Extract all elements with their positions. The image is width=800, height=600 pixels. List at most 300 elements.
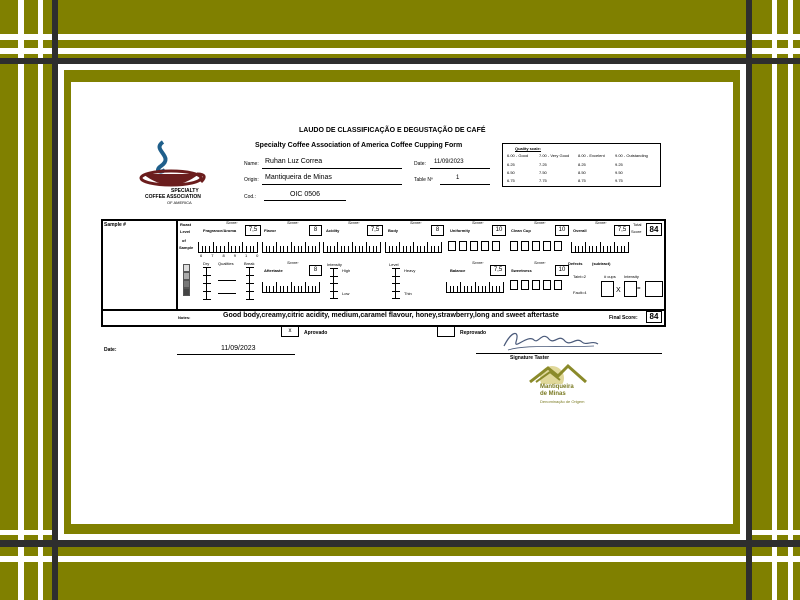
origin-underline — [262, 184, 402, 185]
tick-label: 8 — [222, 253, 234, 258]
scale-tick — [369, 246, 370, 252]
scale-tick — [198, 242, 199, 252]
scale-tick — [617, 246, 618, 252]
scale-tick — [503, 282, 504, 292]
scale-tick — [216, 246, 217, 252]
quality-scale-cell: 7.25 — [539, 162, 547, 167]
form-notes-divider — [101, 309, 664, 311]
scale-tick — [202, 246, 203, 252]
vscale-tick — [392, 276, 400, 277]
scale-tick — [589, 246, 590, 252]
scale-tick — [291, 242, 292, 252]
mantiqueira-line1: Mantiqueira — [540, 384, 574, 390]
acidity-scale — [323, 238, 381, 253]
scale-tick — [464, 286, 465, 292]
vscale-tick — [246, 283, 254, 284]
scale-tick — [283, 286, 284, 292]
cup-checkbox[interactable] — [510, 241, 518, 251]
total-label: Total — [633, 222, 642, 227]
vscale-tick — [392, 268, 400, 269]
scale-tick — [298, 286, 299, 292]
quality-scale-cell: 6.50 — [507, 170, 515, 175]
cup-checkbox[interactable] — [532, 280, 540, 290]
scale-tick — [294, 246, 295, 252]
cup-checkbox[interactable] — [543, 280, 551, 290]
scale-tick — [385, 242, 386, 252]
cup-checkbox[interactable] — [532, 241, 540, 251]
quality-scale-cell: 9.50 — [615, 170, 623, 175]
qualities-label: Qualities — [218, 261, 234, 266]
quality-scale-cell: 6.25 — [507, 162, 515, 167]
scale-tick — [489, 282, 490, 292]
report-title: LAUDO DE CLASSIFICAÇÃO E DEGUSTAÇÃO DE CAFÉ — [299, 127, 486, 134]
cod-value[interactable]: OIC 0506 — [290, 191, 320, 198]
acidity-score[interactable]: 7,5 — [367, 225, 383, 236]
scale-tick — [276, 282, 277, 292]
quality-scale-cell: 8.00 - Excelent — [578, 153, 605, 158]
date-label: Date: — [414, 161, 426, 167]
scale-tick — [273, 246, 274, 252]
scale-tick — [492, 286, 493, 292]
aftertaste-label: Aftertaste — [264, 268, 283, 273]
body-level-label: Level — [389, 262, 399, 267]
scale-tick — [308, 246, 309, 252]
scale-tick — [262, 242, 263, 252]
date-underline — [430, 168, 490, 169]
footer-date-underline — [177, 354, 295, 355]
fragrance-score[interactable]: 7,5 — [245, 225, 261, 236]
scale-tick — [596, 246, 597, 252]
scale-tick — [496, 286, 497, 292]
scale-tick — [460, 282, 461, 292]
scale-tick — [269, 286, 270, 292]
taint-label: Taint=2 — [573, 274, 587, 279]
scale-tick — [410, 246, 411, 252]
break-label: Break — [244, 261, 255, 266]
scale-tick — [348, 246, 349, 252]
break-vertical-scale — [249, 267, 250, 299]
scale-tick — [276, 242, 277, 252]
scale-tick — [380, 242, 381, 252]
scale-tick — [337, 242, 338, 252]
score-label: Score: — [472, 220, 484, 225]
quality-scale-title: Quality scale: — [515, 146, 542, 151]
vscale-tick — [203, 299, 211, 300]
vscale-tick — [330, 268, 338, 269]
acidity-high-label: High — [342, 268, 351, 273]
scale-tick — [376, 246, 377, 252]
roast-label: of — [182, 238, 186, 243]
scale-tick — [330, 246, 331, 252]
roast-label: Roast — [180, 222, 192, 227]
scale-tick — [352, 242, 353, 252]
scale-tick — [571, 242, 572, 252]
balance-score[interactable]: 7,5 — [490, 265, 506, 276]
aftertaste-scale — [262, 278, 320, 293]
scale-tick — [213, 242, 214, 252]
table-label: Table Nº — [414, 177, 433, 183]
scale-tick — [235, 246, 236, 252]
vscale-tick — [330, 298, 338, 299]
origin-label: Origin: — [244, 177, 259, 183]
quality-scale-cell: 9.25 — [615, 162, 623, 167]
scale-tick — [621, 246, 622, 252]
scale-tick — [610, 246, 611, 252]
vscale-tick — [203, 291, 211, 292]
score-label: Score: — [534, 260, 546, 265]
defects-intensity-label: Intensity — [624, 274, 639, 279]
scale-tick — [228, 242, 229, 252]
scale-tick — [417, 246, 418, 252]
scale-tick — [457, 286, 458, 292]
scale-tick — [438, 246, 439, 252]
aprovado-checkbox[interactable]: x — [281, 326, 299, 337]
scale-tick — [628, 242, 629, 252]
cup-checkbox[interactable] — [543, 241, 551, 251]
body-thin-label: Thin — [404, 291, 412, 296]
quality-scale-cell: 8.50 — [578, 170, 586, 175]
quality-scale-cell: 6.75 — [507, 178, 515, 183]
balance-scale — [446, 278, 504, 293]
name-underline — [262, 168, 402, 169]
scale-tick — [450, 286, 451, 292]
fragrance-scale — [198, 238, 258, 253]
scale-tick — [420, 246, 421, 252]
notes-label: Notes: — [178, 315, 191, 320]
name-label: Name: — [244, 161, 259, 167]
acidity-intensity-scale — [333, 268, 334, 298]
scale-tick — [453, 286, 454, 292]
flavor-scale — [262, 238, 320, 253]
reprovado-label: Reprovado — [460, 330, 487, 336]
frame-dark-stripe — [746, 0, 752, 600]
form-divider — [176, 219, 178, 311]
quality-scale-cell: 8.75 — [578, 178, 586, 183]
scale-tick — [341, 246, 342, 252]
cup-checkbox[interactable] — [510, 280, 518, 290]
scale-tick — [291, 282, 292, 292]
aftertaste-score[interactable]: 8 — [309, 265, 322, 276]
scale-tick — [344, 246, 345, 252]
cup-checkbox[interactable] — [481, 241, 489, 251]
quality-scale-cell: 8.25 — [578, 162, 586, 167]
quality-scale-cell: 9.00 - Outstanding — [615, 153, 648, 158]
scale-tick — [266, 246, 267, 252]
frame-dark-stripe — [0, 540, 800, 547]
clean-cup-label: Clean Cup — [511, 228, 531, 233]
scale-tick — [262, 282, 263, 292]
scale-tick — [614, 242, 615, 252]
defects-result-input[interactable] — [645, 281, 663, 297]
vscale-tick — [246, 291, 254, 292]
scale-tick — [392, 246, 393, 252]
scale-tick — [312, 286, 313, 292]
roast-label: Sample — [179, 245, 194, 250]
body-score[interactable]: 8 — [431, 225, 444, 236]
body-scale — [385, 238, 442, 253]
body-heavy-label: Heavy — [404, 268, 416, 273]
vscale-tick — [392, 291, 400, 292]
scale-tick — [600, 242, 601, 252]
signature-image — [498, 326, 604, 354]
quality-scale-cell: 6.00 - Good — [507, 153, 529, 158]
frame-stripe — [0, 556, 800, 562]
score-label: Score: — [287, 260, 299, 265]
scale-tick — [478, 286, 479, 292]
scale-tick — [323, 242, 324, 252]
signature-line — [476, 353, 662, 354]
frame-stripe — [38, 0, 43, 600]
scale-tick — [315, 286, 316, 292]
score-label: Score: — [595, 220, 607, 225]
scale-tick — [305, 242, 306, 252]
frame-stripe — [772, 0, 777, 600]
scale-tick — [446, 282, 447, 292]
quality-scale-box — [502, 143, 661, 187]
mantiqueira-line2: de Minas — [540, 391, 566, 397]
score-label: Score: — [534, 220, 546, 225]
vscale-tick — [203, 283, 211, 284]
sweetness-score[interactable]: 10 — [555, 265, 569, 276]
sca-logo-line1: SPECIALTY — [171, 188, 199, 194]
vscale-tick — [246, 275, 254, 276]
scale-tick — [467, 286, 468, 292]
final-score-label: Final Score: — [609, 315, 638, 321]
cup-checkbox[interactable] — [459, 241, 467, 251]
cup-checkbox[interactable] — [521, 280, 529, 290]
scale-tick — [427, 242, 428, 252]
roast-label: Level — [180, 229, 191, 234]
overall-label: Overall — [573, 228, 587, 233]
scale-tick — [362, 246, 363, 252]
scale-tick — [287, 286, 288, 292]
scale-tick — [373, 246, 374, 252]
qualities-line — [218, 293, 236, 294]
scale-tick — [287, 246, 288, 252]
scale-ticks — [200, 253, 267, 258]
sca-logo-line2: COFFEE ASSOCIATION — [145, 194, 201, 200]
scale-tick — [283, 246, 284, 252]
tick-label: 10 — [244, 253, 268, 258]
scale-tick — [305, 282, 306, 292]
scale-tick — [266, 286, 267, 292]
defects-label: Defects — [568, 261, 583, 266]
scale-tick — [607, 246, 608, 252]
scale-tick — [482, 286, 483, 292]
scale-tick — [359, 246, 360, 252]
scale-tick — [242, 242, 243, 252]
fragrance-label: Fragrance/Aroma — [203, 228, 237, 233]
scale-tick — [431, 246, 432, 252]
scale-tick — [301, 286, 302, 292]
scale-tick — [585, 242, 586, 252]
scale-tick — [239, 246, 240, 252]
score-label: Score: — [287, 220, 299, 225]
coffee-cup-icon — [137, 140, 217, 190]
scale-tick — [413, 242, 414, 252]
scale-tick — [396, 246, 397, 252]
final-score-value[interactable]: 84 — [646, 311, 662, 323]
scale-tick — [575, 246, 576, 252]
scale-tick — [475, 282, 476, 292]
frame-stripe — [788, 0, 793, 600]
quality-scale-cell: 7.75 — [539, 178, 547, 183]
scale-tick — [471, 286, 472, 292]
scale-tick — [389, 246, 390, 252]
dry-label: Dry — [203, 261, 210, 266]
cod-underline — [264, 200, 346, 201]
quality-scale-cell: 9.75 — [615, 178, 623, 183]
cup-checkbox[interactable] — [492, 241, 500, 251]
cod-label: Cod.: — [244, 194, 256, 200]
defects-multiply: X — [616, 287, 621, 294]
scale-tick — [308, 286, 309, 292]
scale-tick — [224, 246, 225, 252]
quality-scale-cell: 7.00 - Very Good — [539, 153, 570, 158]
vscale-tick — [246, 267, 254, 268]
frame-stripe — [18, 0, 24, 600]
vscale-tick — [330, 291, 338, 292]
scale-tick — [312, 246, 313, 252]
scale-tick — [253, 246, 254, 252]
sca-logo-line3: OF AMERICA — [167, 200, 192, 205]
cup-checkbox[interactable] — [554, 241, 562, 251]
scale-tick — [319, 282, 320, 292]
flavor-score[interactable]: 8 — [309, 225, 322, 236]
signature-label: Signature Taster — [510, 355, 550, 361]
mantiqueira-logo — [528, 362, 590, 410]
cup-checkbox[interactable] — [554, 280, 562, 290]
acidity-label: Acidity — [326, 228, 340, 233]
sca-logo — [137, 140, 217, 206]
scale-tick — [441, 242, 442, 252]
flavor-label: Flavor — [264, 228, 277, 233]
table-underline — [440, 184, 490, 185]
scale-tick — [582, 246, 583, 252]
vscale-tick — [203, 267, 211, 268]
form-title: Specialty Coffee Association of America Coffee Cupping Form — [255, 142, 463, 149]
scale-tick — [273, 286, 274, 292]
vscale-tick — [330, 276, 338, 277]
clean-cup-score[interactable]: 10 — [555, 225, 569, 236]
scale-tick — [592, 246, 593, 252]
dry-vertical-scale — [206, 267, 207, 299]
scale-tick — [319, 242, 320, 252]
scale-tick — [220, 246, 221, 252]
total-score-value[interactable]: 84 — [646, 223, 662, 236]
scale-tick — [366, 242, 367, 252]
vscale-tick — [330, 283, 338, 284]
tick-label: 7 — [211, 253, 223, 258]
overall-scale — [571, 238, 629, 253]
acidity-low-label: Low — [342, 291, 350, 296]
vscale-tick — [246, 299, 254, 300]
vscale-tick — [392, 298, 400, 299]
cup-checkbox[interactable] — [470, 241, 478, 251]
defects-cups-label: # cups — [604, 274, 616, 279]
name-value[interactable]: Ruhan Luz Correa — [265, 158, 323, 165]
scale-tick — [327, 246, 328, 252]
scale-tick — [250, 246, 251, 252]
score-label: Score: — [472, 260, 484, 265]
body-label: Body — [388, 228, 398, 233]
score-label: Score: — [226, 220, 238, 225]
scale-tick — [603, 246, 604, 252]
table-value[interactable]: 1 — [456, 175, 460, 181]
defects-intensity-input[interactable] — [624, 281, 637, 297]
score-label: Score: — [410, 220, 422, 225]
uniformity-score[interactable]: 10 — [492, 225, 506, 236]
reprovado-checkbox[interactable] — [437, 326, 455, 337]
vscale-tick — [392, 283, 400, 284]
footer-date-label: Date: — [104, 347, 117, 353]
scale-tick — [205, 246, 206, 252]
quality-scale-cell: 7.50 — [539, 170, 547, 175]
mantiqueira-tagline: Denominação de Origem — [540, 399, 585, 404]
scale-tick — [298, 246, 299, 252]
scale-tick — [315, 246, 316, 252]
scale-tick — [269, 246, 270, 252]
scale-tick — [257, 242, 258, 252]
body-level-scale — [395, 268, 396, 298]
cup-checkbox[interactable] — [448, 241, 456, 251]
sample-label: Sample # — [104, 222, 126, 228]
defects-subtract-label: (subtract) — [592, 261, 611, 266]
scale-tick — [301, 246, 302, 252]
scale-tick — [209, 246, 210, 252]
qualities-line — [218, 280, 236, 281]
score-label: Score: — [348, 220, 360, 225]
scale-tick — [231, 246, 232, 252]
cup-checkbox[interactable] — [521, 241, 529, 251]
scale-tick — [406, 246, 407, 252]
tick-label: 9 — [233, 253, 245, 258]
scale-tick — [294, 286, 295, 292]
origin-value[interactable]: Mantiqueira de Minas — [265, 174, 332, 181]
scale-tick — [355, 246, 356, 252]
roast-level-chips — [183, 264, 190, 296]
tick-label: 6 — [200, 253, 212, 258]
scale-tick — [246, 246, 247, 252]
scale-tick — [578, 246, 579, 252]
frame-stripe — [0, 34, 800, 40]
scale-tick — [499, 286, 500, 292]
acidity-intensity-label: Intensity — [327, 262, 342, 267]
scale-tick — [485, 286, 486, 292]
mountain-icon — [528, 362, 588, 384]
overall-score[interactable]: 7,5 — [614, 225, 630, 236]
scale-tick — [434, 246, 435, 252]
frame-stripe — [0, 48, 800, 54]
scale-tick — [280, 286, 281, 292]
scale-tick — [399, 242, 400, 252]
scale-tick — [424, 246, 425, 252]
uniformity-label: Uniformity — [450, 228, 470, 233]
sweetness-label: Sweetness — [511, 268, 532, 273]
notes-value[interactable]: Good body,creamy,citric acidity, medium,caramel flavour, honey,strawberry,long and sweet aftertaste — [223, 312, 559, 319]
balance-label: Balance — [450, 268, 466, 273]
date-value[interactable]: 11/09/2023 — [434, 159, 464, 165]
scale-tick — [280, 246, 281, 252]
scale-tick — [334, 246, 335, 252]
total-label: Score — [631, 229, 642, 234]
aprovado-label: Aprovado — [304, 330, 328, 336]
scale-tick — [403, 246, 404, 252]
footer-date-value[interactable]: 11/09/2023 — [221, 345, 256, 352]
defects-cups-input[interactable] — [601, 281, 614, 297]
fault-label: Fault=4 — [573, 290, 587, 295]
vscale-tick — [203, 275, 211, 276]
